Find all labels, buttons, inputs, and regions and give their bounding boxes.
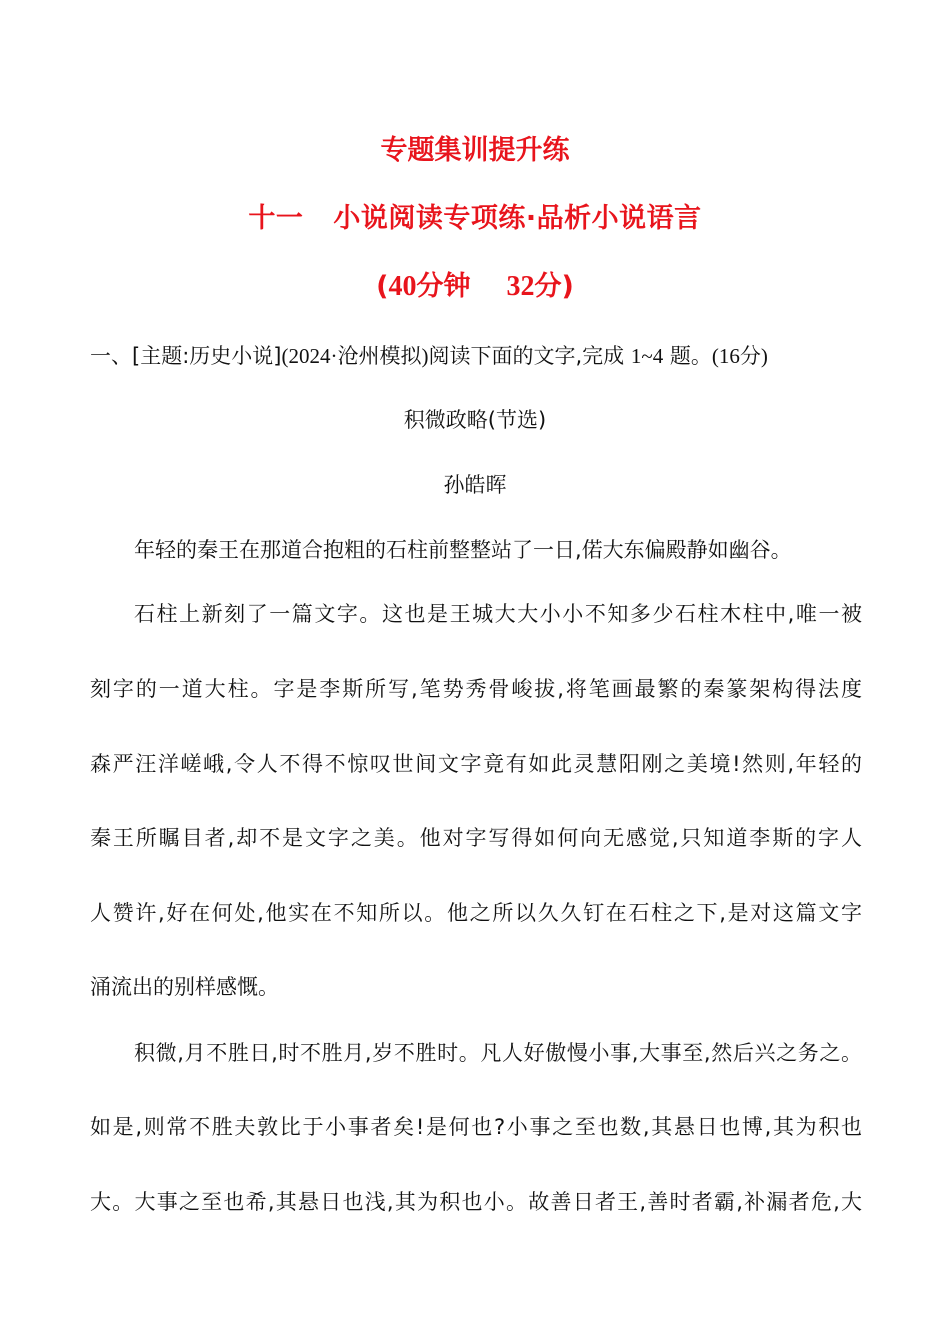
time-unit: 分钟 (416, 271, 471, 302)
section-number: 十一 (248, 203, 304, 234)
section-title (0, 202, 950, 236)
question-number: 一、 (90, 344, 132, 368)
question-instruction: 阅读下面的文字,完成 (428, 344, 625, 368)
article-line: 如是,则常不胜夫敦比于小事者矣!是何也?小事之至也数,其悬日也博,其为积也 (90, 1115, 862, 1139)
question-points: (16分) (711, 344, 768, 368)
score-points: 32 (506, 271, 535, 302)
article-line: 秦王所瞩目者,却不是文字之美。他对字写得如何向无感觉,只知道李斯的字人 (90, 826, 862, 850)
score-unit: 分 (534, 271, 562, 302)
question-source: (2024·沧州模拟) (281, 344, 429, 368)
time-minutes: 40 (388, 271, 417, 302)
article-line: 人赞许,好在何处,他实在不知所以。他之所以久久钉在石柱之下,是对这篇文字 (90, 901, 862, 925)
question-instruction-end: 题。 (669, 344, 712, 368)
article-line: 刻字的一道大柱。字是李斯所写,笔势秀骨峻拔,将笔画最繁的秦篆架构得法度 (90, 677, 862, 701)
article-line: 大。大事之至也希,其悬日也浅,其为积也小。故善日者王,善时者霸,补漏者危,大 (90, 1190, 862, 1214)
question-range: 1~4 (630, 344, 664, 368)
article-line: 石柱上新刻了一篇文字。这也是王城大大小小不知多少石柱木柱中,唯一被 (134, 602, 862, 626)
question-topic: [主题:历史小说] (132, 344, 282, 368)
article-title: 积微政略(节选) (403, 408, 547, 432)
page-title: 专题集训提升练 (380, 135, 570, 166)
article-line: 积微,月不胜日,时不胜月,岁不胜时。凡人好傲慢小事,大事至,然后兴之务之。 (134, 1041, 862, 1065)
article-line: 年轻的秦王在那道合抱粗的石柱前整整站了一日,偌大东偏殿静如幽谷。 (134, 538, 792, 562)
time-score-line: (40分钟 32分) (376, 271, 574, 302)
section-name: 小说阅读专项练·品析小说语言 (333, 203, 702, 234)
article-author: 孙皓晖 (443, 473, 507, 497)
question-header (90, 341, 862, 371)
article-line: 涌流出的别样感慨。 (90, 975, 279, 999)
article-line: 森严汪洋嵯峨,令人不得不惊叹世间文字竟有如此灵慧阳刚之美境!然则,年轻的 (90, 752, 862, 776)
